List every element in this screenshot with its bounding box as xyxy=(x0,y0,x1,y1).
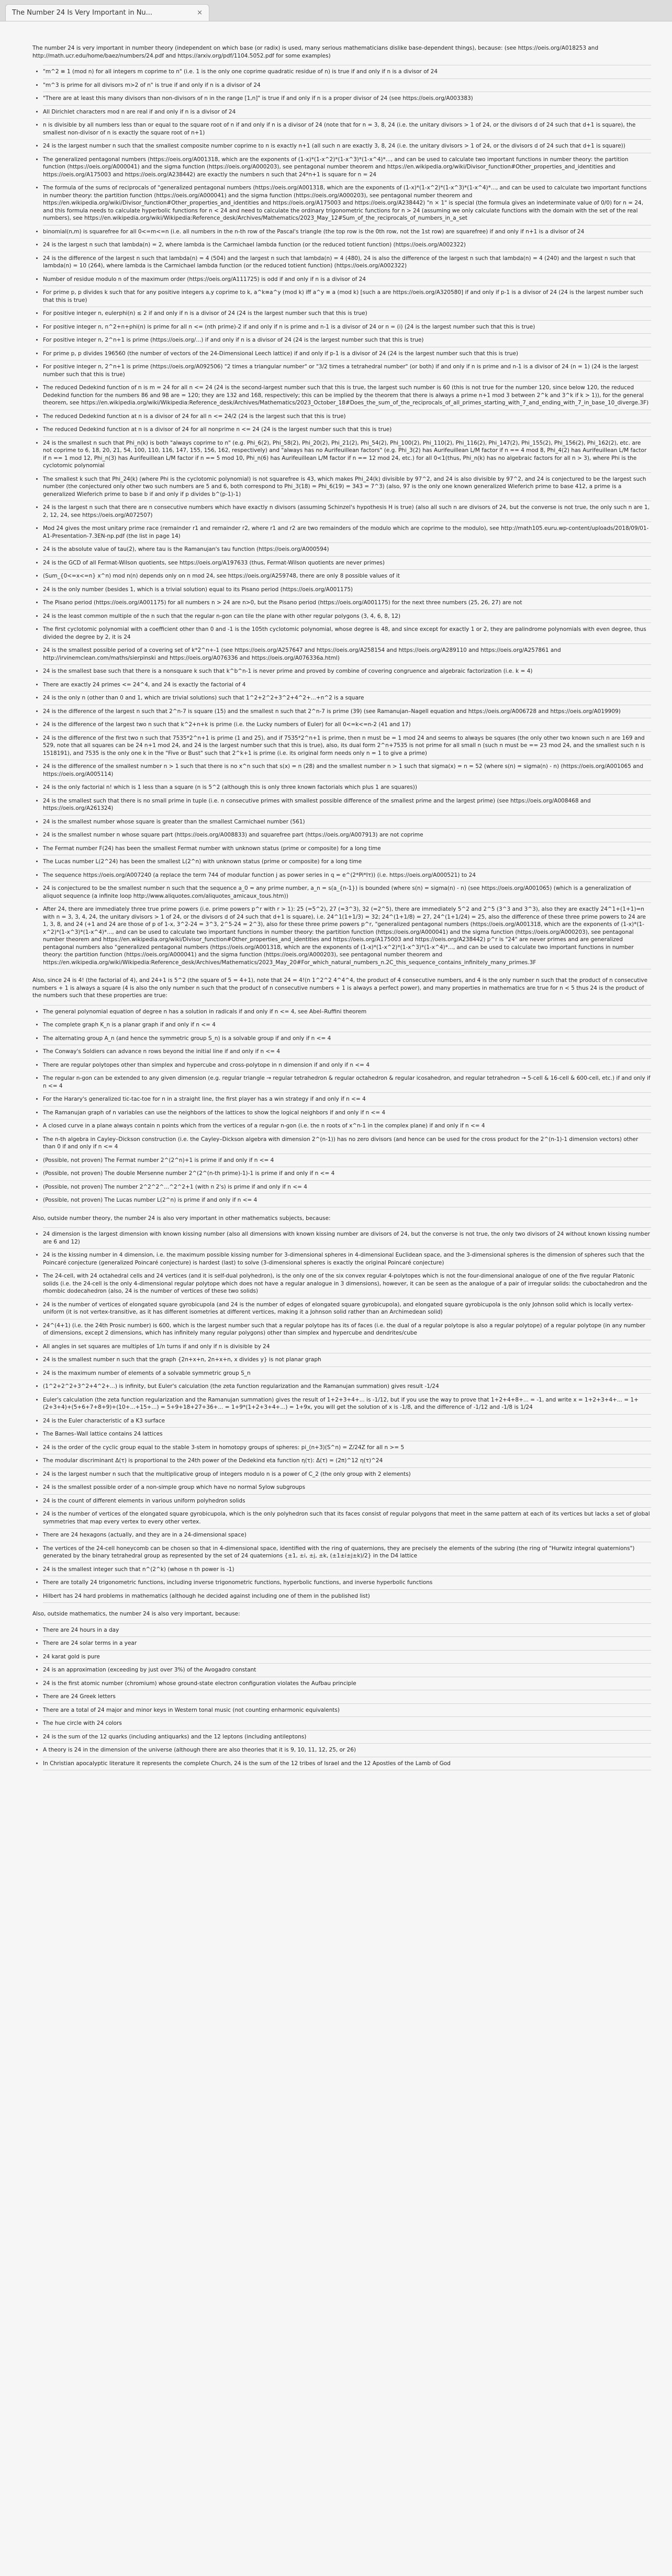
list-item: • (Possible, not proven) The number 2^2^2^...^2^2+1 (with n 2's) is prime if and only if n <= 4 xyxy=(43,1180,651,1194)
list-item: • 24 is the smallest integer such that n^(2^k) (whose n th power is -1) xyxy=(43,1563,651,1576)
list-item: • There are exactly 24 primes <= 24^4, and 24 is exactly the factorial of 4 xyxy=(43,678,651,692)
list-item: • The Pisano period (https://oeis.org/A001175) for all numbers n > 24 are n>0, but the Pisano period (https://oeis.org/A001175) for the next three numbers (25, 26, 27) are not xyxy=(43,596,651,609)
list-item: • 24 is the least common multiple of the n such that the regular n-gon can tile the plane with other regular polygons (3, 4, 6, 8, 12) xyxy=(43,609,651,623)
list-item: • 24 is the only number (besides 1, which is a trivial solution) equal to its Pisano period (https://oeis.org/A001175) xyxy=(43,583,651,596)
list-item: • 24 is the largest n such that there are n consecutive numbers which have exactly n divisors (assuming Schinzel's hypothesis H is true) (also all such n are divisors of 24, but the converse is not true, the only such n are 1, 2, 12, 24, see https://oeis.org/A072507) xyxy=(43,501,651,522)
list-item: • The general polynomial equation of degree n has a solution in radicals if and only if n <= 4, see Abel–Ruffini theorem xyxy=(43,1005,651,1019)
list-item: • For positive integer n, eulerphi(n) ≤ 2 if and only if n is a divisor of 24 (24 is the largest number such that this is true) xyxy=(43,307,651,320)
list-item: • 24 is the smallest number n such that the graph {2n+x+n, 2n+x+n, x divides y} is not planar graph xyxy=(43,1353,651,1366)
list-item: • The reduced Dedekind function of n is m = 24 for all n <= 24 (24 is the second-largest number such that this is true, the largest such number is 60 (this is not true for the number 120, since below 120, the reduced Dedekind function for the numbers 86 and 98 are = 120; they are 132 and 168, respectively; this can be implied by the theorem that there is always a prime n+1 mod 3 between 2^k and 3^k if k > 1)), for the general theorem, see https://en.wikipedia.org/wiki/Wikipedia:Reference_desk/Archives/Mathematics/2023_October_18#Does_the_sum_of_the_reciprocals_of_all_primes_starting_with_7_and_ending_with_7_in_base_10_diverge.3F) xyxy=(43,381,651,410)
list-item: • Hilbert has 24 hard problems in mathematics (although he decided against including one of them in the published list) xyxy=(43,1589,651,1603)
list-item: • n is divisible by all numbers less than or equal to the square root of n if and only if n is a divisor of 24 (note that for n = 3, 8, 24 (i.e. the unitary divisors > 1 of 24, or the divisors d of 24 such that d+1 is square), the smallest non-divisor of n is exactly the square root of n+1) xyxy=(43,118,651,139)
document-page xyxy=(32,44,651,2556)
list-item: • "There are at least this many divisors than non-divisors of n in the range [1,n]" is true if and only if n is a proper divisor of 24 (see https://oeis.org/A003383) xyxy=(43,92,651,105)
list-item: • The generalized pentagonal numbers (https://oeis.org/A001318, which are the exponents of (1-x)*(1-x^2)*(1-x^3)*(1-x^4)*..., and can be used to calculate two important functions in number theory: the partition function (https://oeis.org/A000041) and the sigma function (https://oeis.org/A000203), see pentagonal number theorem and https://en.wikipedia.org/wiki/Divisor_function#Other_properties_and_identities and https://oeis.org/A175003 and https://oeis.org/A238442) are exactly the numbers n such that 24*n+1 is square for n = 24 xyxy=(43,153,651,182)
list-item: • After 24, there are immediately three true prime powers (i.e. prime powers p^r with r > 1): 25 (=5^2), 27 (=3^3), 32 (=2^5), there are immediately 5^2 and 2^5 (3^3 and 3^3), also they are exactly 24^1+(1+1)=n with n = 3, 3, 4, 24, the unitary divisors > 1 of 24, or the divisors d of 24 such that d+1 is square), i.e. 24^1(1+1/3) = 32; 24^(1+1/8) = 27, 24^(1+1/24) = 25, also the difference of these three prime powers to 24 are 1, 3, 8, and 24 (+1 and 24 are those of p of 1-x, 3^2-24 = 3^3, 2^5-24 = 2^3), also for these three prime powers p^r, "generalized pentagonal numbers (https://oeis.org/A001318, which are the exponents of (1-x)*(1-x^2)*(1-x^3)*(1-x^4)*..., and can be used to calculate two important functions in number theory: the partition function (https://oeis.org/A000041) and the sigma function (https://oeis.org/A000203), see pentagonal number theorem and https://en.wikipedia.org/wiki/Divisor_function#Other_properties_and_identities and https://oeis.org/A175003 and https://oeis.org/A238442) p^r is "24" are never primes and are generalized pentagonal numbers also "generalized pentagonal numbers (https://oeis.org/A001318, which are the exponents of (1-x)*(1-x^2)*(1-x^3)*(1-x^4)*..., and can be used to calculate two important functions in number theory: the partition function (https://oeis.org/A000041) and the sigma function (https://oeis.org/A000203), see pentagonal number theorem and https://en.wikipedia.org/wiki/Wikipedia:Reference_desk/Archives/Mathematics/2023_May_20#For_which_natural_numbers_n.2C_this_sequence_contains_infinitely_many_primes.3F xyxy=(43,902,651,969)
browser-tab-bar xyxy=(0,0,672,21)
list-item: • 24 is the difference of the largest n such that lambda(n) = 4 (504) and the largest n such that lambda(n) = 4 (480), 24 is also the difference of the largest n such that lambda(n) = 4 (240) and the largest n such that lambda(n) = 10 (264), where lambda is the Carmichael lambda function (or the reduced totient function) (https://oeis.org/A002322) xyxy=(43,252,651,273)
list-item: • 24 is the maximum number of elements of a solvable symmetric group S_n xyxy=(43,1366,651,1380)
list-item: • The regular n-gon can be extended to any given dimension (e.g. regular triangle → regular tetrahedron & regular octahedron & regular icosahedron, and regular tetrahedron → 5-cell & 16-cell & 600-cell, etc.) if and only if n <= 4 xyxy=(43,1071,651,1092)
list-item: • (Possible, not proven) The double Mersenne number 2^(2^(n-th prime)-1)-1 is prime if and only if n <= 4 xyxy=(43,1167,651,1180)
list-item: • For positive integer n, 2^n+1 is prime (https://oeis.org/...) if and only if n is a divisor of 24 (24 is the largest number such that this is true) xyxy=(43,333,651,347)
n-le-4-list xyxy=(32,1005,651,1207)
list-item: • 24 is the smallest possible order of a non-simple group which have no normal Sylow subgroups xyxy=(43,1481,651,1494)
list-item: • There are 24 hexagons (actually, and they are in a 24-dimensional space) xyxy=(43,1528,651,1542)
list-item: • The sequence https://oeis.org/A007240 (a replace the term 744 of modular function j as power series in q = e^(2*Pi*Iτ)) (i.e. https://oeis.org/A000521) to 24 xyxy=(43,868,651,882)
list-item: • The Fermat number F(24) has been the smallest Fermat number with unknown status (prime or composite) for a long time xyxy=(43,842,651,855)
list-item: • 24 is the difference of the largest two n such that k^2+n+k is prime (i.e. the Lucky numbers of Euler) for all 0<=k<=n-2 (41 and 17) xyxy=(43,718,651,731)
list-item: • 24 is the sum of the 12 quarks (including antiquarks) and the 12 leptons (including antileptons) xyxy=(43,1730,651,1744)
list-item: • The smallest k such that Phi_24(k) (where Phi is the cyclotomic polynomial) is not squarefree is 43, which makes Phi_24(k) divisible by 97^2, and 24 is also divisible by 97^2, and 24 is conjectured to be the largest such number (the conjectured only other two such numbers are 5 and 6, both correspond to Phi_3(18) = Phi_6(19) = 343 = 7^3) (also, 97 is the only one known generalized Wieferich prime to base 412, a prime is a generalized Wieferich prime to base b if and only if p divides b^(p-1)-1) xyxy=(43,472,651,501)
list-item: • 24 is an approximation (exceeding by just over 3%) of the Avogadro constant xyxy=(43,1663,651,1677)
factorial-paragraph: Also, since 24 is 4! (the factorial of 4), and 24+1 is 5^2 (the square of 5 = 4+1), note that 24 = 4!(n 1^2^2 4^4^4, the product of 4 consecutive numbers, and 4 is the only number n such that the product of n consecutive numbers + 1 is always a square (4 is also the only number n such that the product of n consecutive numbers + 1 is always a perfect power), and many properties in mathematics are true for n < 5 thus 24 is the product of the numbers such that these properties are true: xyxy=(32,977,648,999)
list-item: • 24 dimension is the largest dimension with known kissing number (also all dimensions with known kissing number are divisors of 24, but the converse is not true, the only two divisors of 24 without known kissing number are 6 and 12) xyxy=(43,1227,651,1248)
close-icon[interactable]: × xyxy=(197,9,203,17)
list-item: • Euler's calculation (the zeta function regularization and the Ramanujan summation) gives the result of 1+2+3+4+... is -1/12, but if you use the way to prove that 1+2+4+8+... = -1, and write x = 1+2+3+4+... = 1+(2+3+4)+(5+6+7+8+9)+(10+...+15+...) = 5+9+18+27+36+... = 1+9*(1+2+3+4+...) = 1+9x, you will get the solution of x is -1/8, and the difference of -1/12 and -1/8 is 1/24 xyxy=(43,1393,651,1414)
list-item: • (Possible, not proven) The Fermat number 2^(2^n)+1 is prime if and only if n <= 4 xyxy=(43,1154,651,1167)
list-item: • The 24-cell, with 24 octahedral cells and 24 vertices (and it is self-dual polyhedron), is the only one of the six convex regular 4-polytopes which is not the four-dimensional analogue of one of the five regular Platonic solids (i.e. the 24-cell is the only 4-dimensional regular polytope which does not have a regular analogue in 3 dimensions), however, it can be seen as the analogue of a pair of irregular solids: the cuboctahedron and the rhombic dodecahedron (also, 24 is the number of vertices of these two solids) xyxy=(43,1269,651,1298)
list-item: • The complete graph K_n is a planar graph if and only if n <= 4 xyxy=(43,1018,651,1032)
list-item: • Mod 24 gives the most unitary prime race (remainder r1 and remainder r2, where r1 and r2 are two remainders of the modulo which are coprime to the modulo), see http://math105.euru.wp-content/uploads/2018/09/01-A1-Presentation-7.3EN-np.pdf (the list in page 14) xyxy=(43,522,651,543)
list-item: • 24 is the largest number n such that the smallest composite number coprime to n is exactly n+1 (all such n are exactly 3, 8, 24 (i.e. the unitary divisors > 1 of 24, or the divisors d of 24 such that d+1 is square)) xyxy=(43,139,651,153)
list-item: • For the Harary's generalized tic-tac-toe for n in a straight line, the first player has a win strategy if and only if n <= 4 xyxy=(43,1092,651,1106)
list-item: • The first cyclotomic polynomial with a coefficient other than 0 and -1 is the 105th cyclotomic polynomial, whose degree is 48, and since except for exactly 1 or 2, they are palindrome polynomials with even degree, thus divided the degree by 2, it is 24 xyxy=(43,623,651,643)
list-item: • (1^2+2^2+3^2+4^2+...) is infinity, but Euler's calculation (the zeta function regularization and the Ramanujan summation) gives result -1/24 xyxy=(43,1380,651,1393)
list-item: • For positive integer n, 2^n+1 is prime (https://oeis.org/A092506) "2 times a triangular number" or "3/2 times a tetrahedral number" (or both) if and only if n is prime and n-1 is a divisor of 24 (n = 1) (24 is the largest number such that this is true) xyxy=(43,360,651,381)
list-item: • There are a total of 24 major and minor keys in Western tonal music (not counting enharmonic equivalents) xyxy=(43,1703,651,1717)
list-item: • There are 24 hours in a day xyxy=(43,1623,651,1637)
list-item: • In Christian apocalyptic literature it represents the complete Church, 24 is the sum of the 12 tribes of Israel and the 12 Apostles of the Lamb of God xyxy=(43,1757,651,1771)
list-item: • The Conway's Soldiers can advance n rows beyond the initial line if and only if n <= 4 xyxy=(43,1045,651,1058)
list-item: • The n-th algebra in Cayley–Dickson construction (i.e. the Cayley–Dickson algebra with dimension 2^(n-1)) has no zero divisors (and hence can be used for the cross product for the 2^(n-1)-1 dimension vectors) other than 0 if and only if n <= 4 xyxy=(43,1133,651,1154)
list-item: • The reduced Dedekind function at n is a divisor of 24 for all n <= 24/2 (24 is the largest such that this is true) xyxy=(43,410,651,423)
list-item: • 24 karat gold is pure xyxy=(43,1650,651,1664)
list-item: • 24 is the Euler characteristic of a K3 surface xyxy=(43,1414,651,1428)
list-item: • 24 is conjectured to be the smallest number n such that the sequence a_0 = any prime number, a_n = s(a_{n-1}) is bounded (where s(n) = sigma(n) - n) (see https://oeis.org/A001065) (which is a generalization of aliquot sequence (a infinite loop http://www.aliquotes.com/aliquotes_amicaux_tous.htm)) xyxy=(43,882,651,902)
list-item: • (Possible, not proven) The Lucas number L(2^n) is prime if and only if n <= 4 xyxy=(43,1193,651,1207)
list-item: • 24^(4+1) (i.e. the 24th Prosic number) is 600, which is the largest number such that a regular polytope has its of faces (i.e. the dual of a regular polytope is also a regular polytope) of a regular polytope (in any number of dimensions, except 2 dimensions, which has infinitely many regular polygons) other than simplex and hypercube and dendrites/cube xyxy=(43,1319,651,1340)
list-item: • 24 is the absolute value of tau(2), where tau is the Ramanujan's tau function (https://oeis.org/A000594) xyxy=(43,543,651,556)
list-item: • 24 is the smallest n such that Phi_n(k) is both "always coprime to n" (e.g. Phi_6(2), Phi_58(2), Phi_20(2), Phi_21(2), Phi_54(2), Phi_100(2), Phi_110(2), Phi_116(2), Phi_147(2), Phi_155(2), Phi_156(2), Phi_162(2), etc. are not coprime to 6, 18, 20, 21, 54, 100, 110, 116, 147, 155, 156, 162, respectively) and "always has no Aurifeuillean factors" (e.g. Phi_3(2) has Aurifeuillean L/M factor if n == 4 mod 8, Phi_4(2) has Aurifeuillean L/M factor if n == 1 mod 12, Phi_n(3) has Aurifeuillean L/M factor if n == 5 mod 10, Phi_n(6) has Aurifeuillean L/M factor if n == 12 mod 24, etc.) for all 0<1(thus, Phi_n(k) has no algebraic factors for all n > 3), where Phi is the cyclotomic polynomial xyxy=(43,436,651,472)
list-item: • 24 is the kissing number in 4 dimension, i.e. the maximum possible kissing number for 3-dimensional spheres in 4-dimensional Euclidean space, and the 3-dimensional spheres is the dimension of spheres such that the Poincaré conjecture (generalized Poincaré conjecture) is hardest (last) to solve (3-dimensional spheres is exactly the original Poincaré conjecture) xyxy=(43,1248,651,1269)
browser-tab[interactable] xyxy=(5,4,209,21)
list-item: • The formula of the sums of reciprocals of "generalized pentagonal numbers (https://oeis.org/A001318, which are the exponents of (1-x)*(1-x^2)*(1-x^3)*(1-x^4)*..., and can be used to calculate two important functions in number theory: the partition function (https://oeis.org/A000041) and the sigma function (https://oeis.org/A000203), see pentagonal number theorem and https://en.wikipedia.org/wiki/Divisor_function#Other_properties_and_identities and https://oeis.org/A175003 and https://oeis.org/A238442) "n × 1" is special (the formula gives an indeterminate value of 0/0) for n = 24, and this formula needs to calculate hyperbolic functions for n < 24 and need to calculate the ordinary trigonometric functions for n > 24 (assuming we only calculate functions with the domain with the set of the real numbers), see https://en.wikipedia.org/wiki/Wikipedia:Reference_desk/Archives/Mathematics/2023_May_12#Sum_of_the_reciprocals_of_numbers_in_a_set xyxy=(43,181,651,225)
outside-math-paragraph: Also, outside mathematics, the number 24 is also very important, because: xyxy=(32,1611,240,1617)
list-item: • 24 is the number of vertices of the elongated square gyrobicupola, which is the only polyhedron such that its faces consist of regular polygons that meet in the same pattern at each of its vertices but lacks a set of global symmetries that map every vertex to every other vertex. xyxy=(43,1507,651,1528)
list-item: • The Barnes–Wall lattice contains 24 lattices xyxy=(43,1427,651,1441)
list-item: • The hue circle with 24 colors xyxy=(43,1716,651,1730)
intro-paragraph: The number 24 is very important in number theory (independent on which base (or radix) is used, many serious mathematicians dislike base-dependent things), because: (see https://oeis.org/A018253 and http://math.ucr.edu/home/baez/numbers/24.pdf and https://arxiv.org/pdf/1104.5052.pdf for some examples) xyxy=(32,45,599,59)
list-item: • 24 is the only n (other than 0 and 1, which are trivial solutions) such that 1^2+2^2+3^2+4^2+...+n^2 is a square xyxy=(43,691,651,705)
other-math-list xyxy=(32,1227,651,1603)
list-item: • 24 is the first atomic number (chromium) whose ground-state electron configuration violates the Aufbau principle xyxy=(43,1677,651,1690)
list-item: • The Lucas number L(2^24) has been the smallest L(2^n) with unknown status (prime or composite) for a long time xyxy=(43,855,651,868)
list-item: • For positive integer n, n^2+n+phi(n) is prime for all n <= (nth prime)-2 if and only if n is prime and n-1 is a divisor of 24 or n = (i) (24 is the largest number such that this is true) xyxy=(43,320,651,334)
list-item: • The reduced Dedekind function at n is a divisor of 24 for all nonprime n <= 24 (24 is the largest number such that this is true) xyxy=(43,423,651,436)
list-item: • A theory is 24 in the dimension of the universe (although there are also theories that it is 9, 10, 11, 12, 25, or 26) xyxy=(43,1743,651,1757)
other-math-paragraph: Also, outside number theory, the number 24 is also very important in other mathematics subjects, because: xyxy=(32,1215,331,1222)
list-item: • 24 is the order of the cyclic group equal to the stable 3-stem in homotopy groups of spheres: pi_(n+3)(S^n) = Z/24Z for all n >= 5 xyxy=(43,1441,651,1454)
list-item: • "m^2 ≡ 1 (mod n) for all integers m coprime to n" (i.e. 1 is the only one coprime quadratic residue of n) is true if and only if n is a divisor of 24 xyxy=(43,65,651,78)
list-item: • 24 is the smallest such that there is no small prime in tuple (i.e. n consecutive primes with smallest possible difference of the smallest prime and the largest prime) (see https://oeis.org/A008468 and https://oeis.org/A261324) xyxy=(43,794,651,815)
list-item: • (Sum_{0<=x<=n} x^n) mod n(n) depends only on n mod 24, see https://oeis.org/A259748, there are only 8 possible values of it xyxy=(43,569,651,583)
list-item: • There are regular polytopes other than simplex and hypercube and cross-polytope in n dimension if and only if n <= 4 xyxy=(43,1058,651,1072)
list-item: • All angles in set squares are multiples of 1/n turns if and only if n is divisible by 24 xyxy=(43,1340,651,1353)
list-item: • 24 is the smallest possible period of a covering set of k*2^n+-1 (see https://oeis.org/A257647 and https://oeis.org/A258154 and https://oeis.org/A289110 and https://oeis.org/A257861 and http://irvinemclean.com/maths/sierpinski and https://oeis.org/A076336 and https://oeis.org/A076336a.html) xyxy=(43,643,651,664)
list-item: • Number of residue modulo n of the maximum order (https://oeis.org/A111725) is odd if and only if n is a divisor of 24 xyxy=(43,273,651,286)
list-item: • There are 24 solar terms in a year xyxy=(43,1636,651,1650)
number-theory-list xyxy=(32,65,651,969)
list-item: • The vertices of the 24-cell honeycomb can be chosen so that in 4-dimensional space, identified with the ring of quaternions, they are precisely the elements of the subring (the ring of "Hurwitz integral quaternions") generated by the binary tetrahedral group as represented by the set of 24 quaternions {±1, ±i, ±j, ±k, (±1±i±j±k)/2} in the D4 lattice xyxy=(43,1542,651,1563)
tab-title: The Number 24 Is Very Important in Nu... xyxy=(12,9,153,17)
list-item: • The Ramanujan graph of n variables can use the neighbors of the lattices to show the logical neighbors if and only if n <= 4 xyxy=(43,1106,651,1120)
list-item: • 24 is the GCD of all Fermat-Wilson quotients, see https://oeis.org/A197633 (thus, Fermat-Wilson quotients are never primes) xyxy=(43,556,651,570)
outside-math-list xyxy=(32,1623,651,1771)
list-item: • 24 is the smallest number n whose square part (https://oeis.org/A008833) and squarefree part (https://oeis.org/A007913) are not coprime xyxy=(43,828,651,842)
list-item: • binomial(n,m) is squarefree for all 0<=m<=n (i.e. all numbers in the n-th row of the Pascal's triangle (the top row is the 0th row, not the 1st row) are squarefree) if and only if n+1 is a divisor of 24 xyxy=(43,225,651,239)
list-item: • 24 is the difference of the first two n such that 7535*2^n+1 is prime (1 and 25), and if 7535*2^n+1 is prime, then n must be = 1 mod 24 and seems to always be squares (the only other two known such n are 169 and 529, note that all squares can be 24 n+1 mod 24, and 24 is the largest number such that this is true), also, its dual form 2^n+7535 is not prime for all small n (such n must be == 23 mod 24, and the smallest such n is 1518191), and 7535 is the only one k in the "Five or Bust" such that 2^k+1 is prime (i.e. its original form needs only n = 1 to give a prime) xyxy=(43,731,651,760)
list-item: • 24 is the smallest number whose square is greater than the smallest Carmichael number (561) xyxy=(43,815,651,829)
list-item: • 24 is the number of vertices of elongated square gyrobicupola (and 24 is the number of edges of elongated square gyrobicupola), and elongated square gyrobicupola is the only Johnson solid which is locally vertex-uniform (it is not vertex-transitive, as it has different isometries at different vertices, making it a Johnson solid rather than an Archimedean solid) xyxy=(43,1298,651,1319)
list-item: • 24 is the smallest base such that there is a nonsquare k such that k^b^n-1 is never prime and proved by combine of covering congruence and algebraic factorization (i.e. k = 4) xyxy=(43,664,651,678)
list-item: • There are totally 24 trigonometric functions, including inverse trigonometric functions, hyperbolic functions, and inverse hyperbolic functions xyxy=(43,1576,651,1589)
list-item: • There are 24 Greek letters xyxy=(43,1690,651,1703)
list-item: • For prime p, p divides 196560 (the number of vectors of the 24-Dimensional Leech lattice) if and only if p-1 is a divisor of 24 (24 is the largest number such that this is true) xyxy=(43,347,651,360)
list-item: • 24 is the largest number n such that the multiplicative group of integers modulo n is a power of C_2 (the only group with 2 elements) xyxy=(43,1467,651,1481)
list-item: • "m^3 is prime for all divisors m>2 of n" is true if and only if n is a divisor of 24 xyxy=(43,78,651,92)
list-item: • 24 is the only factorial n! which is 1 less than a square (n is 5^2 (although this is only three known factorials which plus 1 are squares)) xyxy=(43,781,651,794)
list-item: • For prime p, p divides k such that for any positive integers a,y coprime to k, a^k≡a^y (mod k) iff a^y ≡ a (mod k) [such a are https://oeis.org/A320580] if and only if p-1 is a divisor of 24 (24 is the largest number such that this is true) xyxy=(43,286,651,307)
list-item: • The alternating group A_n (and hence the symmetric group S_n) is a solvable group if and only if n <= 4 xyxy=(43,1032,651,1045)
list-item: • 24 is the difference of the largest n such that 2^n-7 is square (15) and the smallest n such that 2^n-7 is prime (39) (see Ramanujan–Nagell equation and https://oeis.org/A006728 and https://oeis.org/A019909) xyxy=(43,705,651,718)
list-item: • 24 is the difference of the smallest number n > 1 such that there is no x^n such that s(x) = n (28) and the smallest number n > 1 such that sigma(x) = n = 52 (where s(n) = sigma(n) - n) (https://oeis.org/A001065 and https://oeis.org/A005114) xyxy=(43,760,651,781)
list-item: • 24 is the count of different elements in various uniform polyhedron solids xyxy=(43,1494,651,1508)
list-item: • All Dirichlet characters mod n are real if and only if n is a divisor of 24 xyxy=(43,105,651,119)
list-item: • The modular discriminant Δ(τ) is proportional to the 24th power of the Dedekind eta function η(τ): Δ(τ) = (2π)^12 η(τ)^24 xyxy=(43,1454,651,1467)
list-item: • 24 is the largest n such that lambda(n) = 2, where lambda is the Carmichael lambda function (or the reduced totient function) (https://oeis.org/A002322) xyxy=(43,238,651,252)
list-item: • A closed curve in a plane always contain n points which from the vertices of a regular n-gon (i.e. the n roots of x^n-1 in the complex plane) if and only if n <= 4 xyxy=(43,1119,651,1133)
